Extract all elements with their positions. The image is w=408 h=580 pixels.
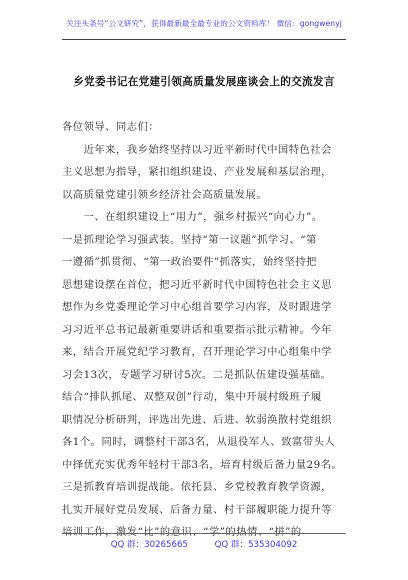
body-line: 培训工作，激发“比”的意识、“学”的热情、“拼”的 [62, 526, 302, 538]
body-line: 以高质量党建引领乡经济社会高质量发展。 [62, 188, 268, 201]
body-line: 想作为乡党委理论学习中心组首要学习内容，及时跟进学 [62, 301, 332, 313]
document-title: 乡党委书记在党建引领高质量发展座谈会上的交流发言 [73, 76, 335, 88]
body-line: 一、在组织建设上“用力”，强乡村振兴“向心力”。 [62, 211, 323, 223]
document-body [62, 116, 356, 544]
body-line: 习会13次，专题学习研讨5次。二是抓队伍建设强基础。 [62, 368, 332, 381]
body-line: 中择优充实优秀年轻村干部3名，培育村级后备力量29名。 [62, 458, 343, 471]
body-line: 近年来，我乡始终坚持以习近平新时代中国特色社会 [62, 143, 332, 156]
body-line: 一遵循”抓贯彻、“第一政治要件”抓落实，始终坚持把 [62, 256, 317, 268]
qq-group-2: QQ 群：535304092 [214, 540, 298, 550]
body-line: 一是抓理论学习强武装。坚持“第一议题”抓学习、“第 [62, 233, 317, 246]
header-banner: 关注头条号“公文研究”，获得最新最全最专业的公文资料库！ 微信：gongwenyj [66, 19, 342, 28]
body-line: 职情况分析研判，评选出先进、后进、软弱涣散村党组织 [62, 413, 332, 426]
body-line: 习习近平总书记最新重要讲话和重要指示批示精神。今年 [62, 323, 332, 336]
header-divider [62, 39, 346, 40]
body-line: 结合“排队抓尾、双整双创”行动，集中开展村级班子履 [62, 391, 322, 403]
body-line: 思想建设摆在首位，把习近平新时代中国特色社会主义思 [62, 278, 332, 291]
body-line: 扎实开展好党员发展、后备力量、村干部履职能力提升等 [62, 503, 332, 516]
footer-divider [62, 533, 346, 534]
body-line: 来，结合开展党纪学习教育，召开理论学习中心组集中学 [62, 346, 332, 358]
body-line: 三是抓教育培训提战能。依托县、乡党校教育教学资源， [62, 481, 332, 493]
qq-group-1: QQ 群：30265665 [110, 540, 188, 550]
footer-contacts [0, 538, 408, 550]
body-line: 各位领导、同志们： [62, 121, 160, 133]
body-line: 各1个。同时，调整村干部3名，从退役军人、致富带头人 [62, 436, 336, 448]
body-line: 主义思想为指导，紧扣组织建设、产业发展和基层治理， [62, 166, 332, 178]
